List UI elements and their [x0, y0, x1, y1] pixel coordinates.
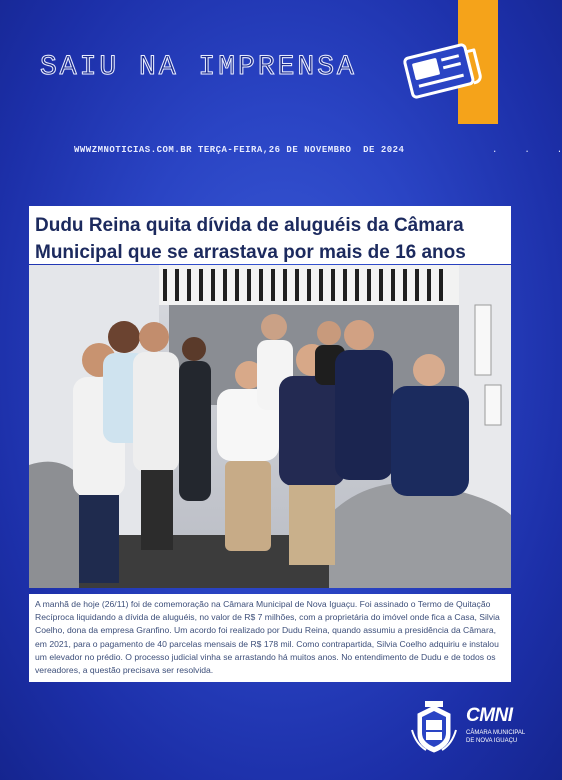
cmni-subtitle-line-1: CÂMARA MUNICIPAL	[466, 730, 526, 736]
group-photo-illustration	[29, 265, 511, 588]
municipal-seal-icon	[410, 700, 458, 754]
decorative-dots: . . .	[492, 145, 562, 155]
section-title: SAIU NA IMPRENSA	[40, 52, 357, 83]
newspaper-icon	[398, 38, 488, 104]
article-photo	[29, 265, 511, 588]
cmni-logo-subtitle	[466, 729, 525, 745]
article-caption: A manhã de hoje (26/11) foi de comemoração na Câmara Municipal de Nova Iguaçu. Foi assinado o Termo de Quitação Recíproca liquidando a dívida de aluguéis, no valor de R$ 7 milhões, com a proprietária do imóvel onde fica a Casa, Silvia Coelho, dona da empresa Granfino. Um acordo foi realizado por Dudu Reina, quando assumiu a presidência da Câmara, em 2021, para o pagamento de 40 parcelas mensais de R$ 178 mil. Como contrapartida, Silvia Coelho adquiriu e instalou um elevador no prédio. O processo judicial vinha se arrastando há muitos anos. No entendimento de Dudu e de todos os vereadores, a questão precisava ser resolvida.	[35, 599, 500, 676]
article-headline: Dudu Reina quita dívida de aluguéis da Câmara Municipal que se arrastava por mais de 16 anos	[35, 215, 466, 263]
dateline: WWWZMNOTICIAS.COM.BR TERÇA-FEIRA,26 DE NOVEMBRO DE 2024	[74, 145, 405, 155]
cmni-subtitle-line-2: DE NOVA IGUAÇU	[466, 738, 518, 744]
headline-panel	[29, 206, 511, 264]
caption-panel	[29, 594, 511, 682]
cmni-logo-text: CMNI	[466, 705, 513, 726]
